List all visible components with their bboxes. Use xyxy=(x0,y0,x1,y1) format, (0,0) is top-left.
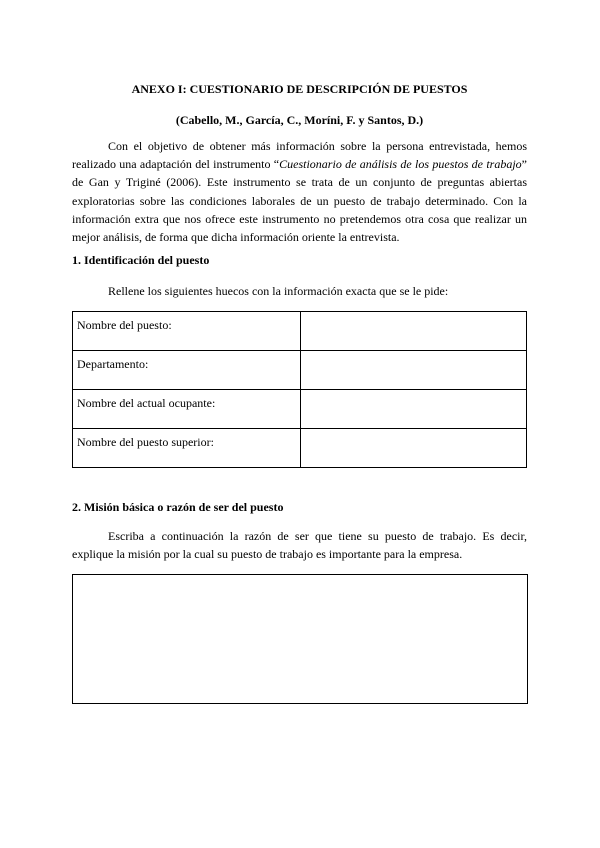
current-occupant-field[interactable] xyxy=(301,390,527,429)
field-label: Nombre del puesto: xyxy=(77,317,172,332)
document-title: ANEXO I: CUESTIONARIO DE DESCRIPCIÓN DE PUESTOS xyxy=(131,82,468,96)
superior-position-field[interactable] xyxy=(301,429,527,468)
field-label: Departamento: xyxy=(77,356,149,371)
intro-text-part-1: Con el objetivo de obtener más información sobre la persona entrevistada, hemos realizado una adaptación del instrumento “ xyxy=(72,139,527,172)
intro-paragraph xyxy=(72,137,527,246)
section-1-instruction: Rellene los siguientes huecos con la información exacta que se le pide: xyxy=(108,284,449,298)
intro-text-part-2: ” de Gan y Triginé (2006). Este instrumento se trata de un conjunto de preguntas abiertas exploratorias sobre las condiciones laborales de un puesto de trabajo determinado. Con la información extra que nos ofrece este instrumento no pretendemos otra cosa que realizar un mejor análisis, de forma que dicha información oriente la entrevista. xyxy=(72,157,527,245)
table-row xyxy=(73,390,527,429)
identification-table xyxy=(72,311,527,468)
instrument-title: Cuestionario de análisis de los puestos de trabajo xyxy=(279,157,522,172)
field-label-cell xyxy=(73,390,301,429)
department-field[interactable] xyxy=(301,351,527,390)
field-label-cell xyxy=(73,429,301,468)
field-label: Nombre del puesto superior: xyxy=(77,434,214,449)
section-2-instruction: Escriba a continuación la razón de ser que tiene su puesto de trabajo. Es decir, explique la misión por la cual su puesto de trabajo es importante para la empresa. xyxy=(72,529,527,561)
mission-answer-box[interactable] xyxy=(72,574,528,704)
field-label-cell xyxy=(73,312,301,351)
section-1-heading: 1. Identificación del puesto xyxy=(72,253,210,267)
job-name-field[interactable] xyxy=(301,312,527,351)
table-row xyxy=(73,429,527,468)
document-authors: (Cabello, M., García, C., Moríni, F. y Santos, D.) xyxy=(175,113,424,127)
table-row xyxy=(73,312,527,351)
section-2-heading: 2. Misión básica o razón de ser del puesto xyxy=(72,500,284,514)
table-row xyxy=(73,351,527,390)
field-label: Nombre del actual ocupante: xyxy=(77,395,216,410)
field-label-cell xyxy=(73,351,301,390)
